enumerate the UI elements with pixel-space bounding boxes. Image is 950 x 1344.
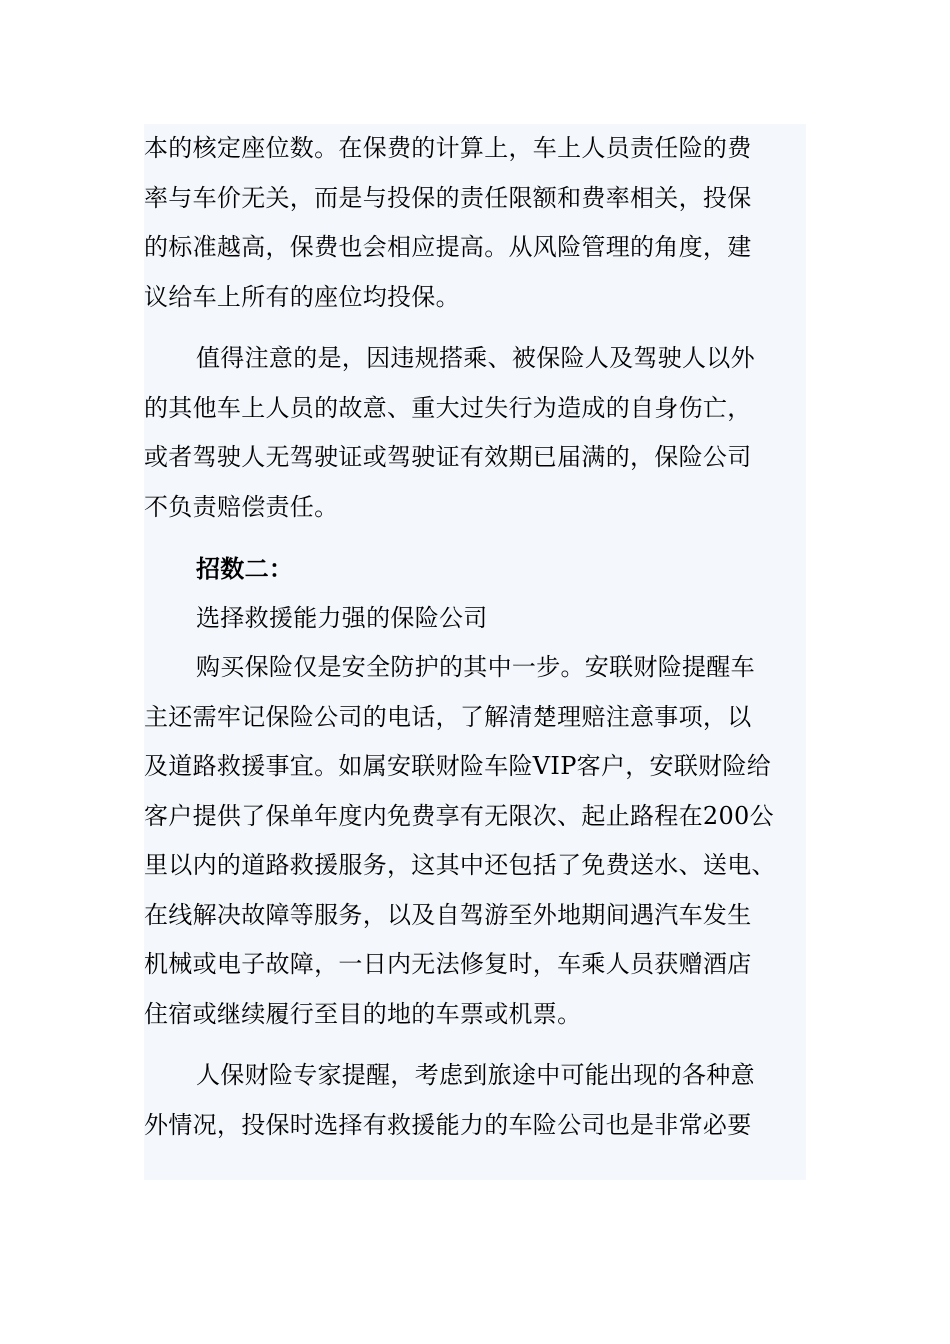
paragraph-2 [144, 334, 806, 532]
text-line: 或者驾驶人无驾驶证或驾驶证有效期已届满的，保险公司 [144, 443, 752, 471]
text-line: 人保财险专家提醒，考虑到旅途中可能出现的各种意 [196, 1061, 755, 1089]
text-line: 购买保险仅是安全防护的其中一步。安联财险提醒车 [196, 653, 755, 681]
text-line: 招数二： [196, 554, 294, 583]
paragraph-1 [144, 124, 806, 322]
text-line: 议给车上所有的座位均投保。 [144, 282, 460, 311]
text-line: 值得注意的是，因违规搭乘、被保险人及驾驶人以外 [196, 344, 755, 372]
text-line: 本的核定座位数。在保费的计算上，车上人员责任险的费 [144, 134, 752, 162]
text-line: 选择救援能力强的保险公司 [196, 603, 488, 632]
text-line: 机械或电子故障，一日内无法修复时，车乘人员获赠酒店 [144, 950, 752, 978]
text-line: 及道路救援事宜。如属安联财险车险VIP客户，安联财险给 [144, 752, 772, 780]
section-subtitle [144, 594, 806, 644]
paragraph-3 [144, 643, 806, 1039]
text-line: 率与车价无关，而是与投保的责任限额和费率相关，投保 [144, 183, 752, 212]
text-line: 住宿或继续履行至目的地的车票或机票。 [144, 999, 582, 1028]
text-line: 里以内的道路救援服务，这其中还包括了免费送水、送电、 [144, 851, 776, 879]
text-line: 外情况，投保时选择有救援能力的车险公司也是非常必要 [144, 1110, 752, 1139]
text-line: 客户提供了保单年度内免费享有无限次、起止路程在200公 [144, 801, 774, 830]
text-line: 的其他车上人员的故意、重大过失行为造成的自身伤亡， [144, 393, 752, 422]
text-line: 在线解决故障等服务，以及自驾游至外地期间遇汽车发生 [144, 900, 752, 929]
text-line: 不负责赔偿责任。 [144, 492, 339, 521]
text-line: 的标准越高，保费也会相应提高。从风险管理的角度，建 [144, 233, 752, 261]
section-heading [144, 544, 806, 594]
paragraph-4 [144, 1051, 806, 1150]
document-text-block [144, 124, 806, 1180]
text-line: 主还需牢记保险公司的电话，了解清楚理赔注意事项，以 [144, 702, 752, 731]
